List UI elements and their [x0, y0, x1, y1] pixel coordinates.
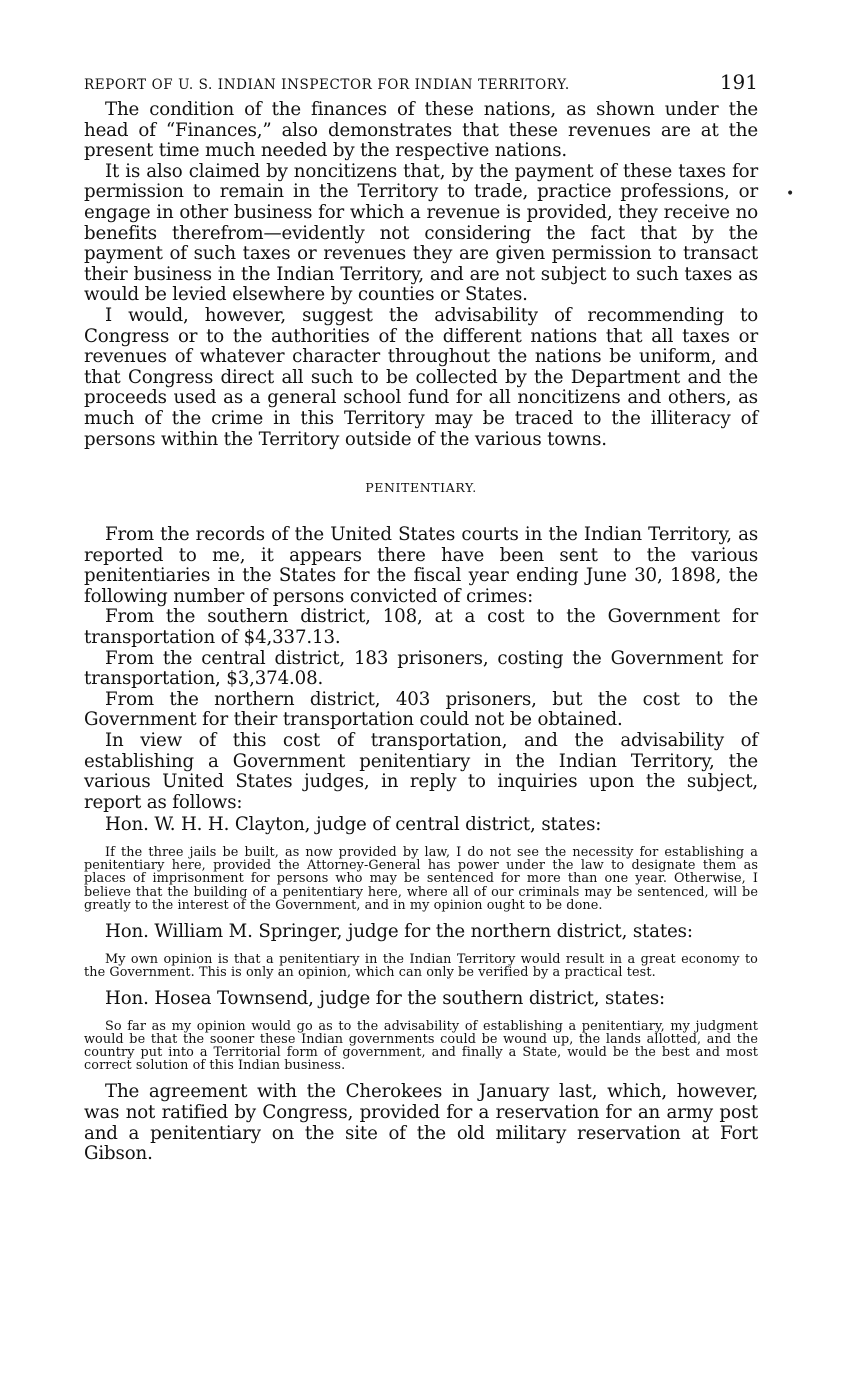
section-title-penitentiary: PENITENTIARY. [365, 480, 477, 496]
page [84, 70, 758, 1165]
penitentiary-paragraph: From the northern district, 403 prisoners, but the cost to the Government for their transportation could not be obtained. [84, 688, 758, 731]
page-number: 191 [719, 70, 758, 94]
penitentiary-paragraph: From the central district, 183 prisoners, costing the Government for transportation, $3,374.08. [84, 647, 758, 690]
townsend-quote-text: So far as my opinion would go as to the advisability of establishing a penitentiary, my judgment would be that the sooner these Indian governments could be wound up, the lands allotted, and the country put into a Territorial form of government, and finally a State, would be the best and most correct solution of this Indian business. [84, 1018, 758, 1074]
penitentiary-paragraph: In view of this cost of transportation, and the advisability of establishing a Government penitentiary in the Indian Territory, the various United States judges, in reply to inquiries upon the subject, report as follows: [84, 730, 758, 813]
springer-quote-text: My own opinion is that a penitentiary in the Indian Territory would result in a great economy to the Government. This is only an opinion, which can only be verified by a practical test. [84, 951, 758, 980]
finance-paragraph: The condition of the finances of these nations, as shown under the head of “Finances,” also demonstrates that these revenues are at the present time much needed by the respective nations. [84, 99, 758, 162]
townsend-intro: Hon. Hosea Townsend, judge for the southern district, states: [105, 988, 665, 1010]
finance-section [84, 100, 758, 450]
springer-quote [84, 953, 758, 979]
clayton-quote-text: If the three jails be built, as now provided by law, I do not see the necessity for establishing a penitentiary here, provided the Attorney-General has power under the law to designate them as places of imprisonment for persons who may be sentenced for more than one year. Otherwise, I believe that the building of a penitentiary here, where all of our criminals may be sentenced, will be greatly to the interest of the Government, and in my opinion ought to be done. [84, 845, 758, 913]
running-header [84, 70, 758, 100]
townsend-quote [84, 1020, 758, 1073]
running-title: REPORT OF U. S. INDIAN INSPECTOR FOR INDIAN TERRITORY. [84, 77, 570, 93]
finance-paragraph: It is also claimed by noncitizens that, by the payment of these taxes for permission to remain in the Territory to trade, practice professions, or engage in other business for which a revenue is provided, they receive no benefits therefrom—evidently not considering the fact that by the payment of such taxes or revenues they are given permission to transact their business in the Indian Territory, and are not subject to such taxes as would be levied elsewhere by counties or States. [84, 160, 758, 306]
penitentiary-paragraph: From the southern district, 108, at a cost to the Government for transportation of $4,337.13. [84, 606, 758, 649]
clayton-quote [84, 846, 758, 912]
clayton-intro: Hon. W. H. H. Clayton, judge of central district, states: [105, 814, 602, 836]
closing-paragraph: The agreement with the Cherokees in January last, which, however, was not ratified by Congress, provided for a reservation for an army post and a penitentiary on the site of the old military reservation at Fort Gibson. [84, 1081, 758, 1165]
margin-dot-mark: • [786, 186, 795, 202]
springer-intro: Hon. William M. Springer, judge for the northern district, states: [105, 921, 693, 943]
penitentiary-section [84, 525, 758, 836]
finance-paragraph: I would, however, suggest the advisability of recommending to Congress or to the authorities of the different nations that all taxes or revenues of whatever character throughout the nations be uniform, and that Congress direct all such to be collected by the Department and the proceeds used as a general school fund for all noncitizens and others, as much of the crime in this Territory may be traced to the illiteracy of persons within the Territory outside of the various towns. [84, 304, 758, 450]
penitentiary-paragraph: From the records of the United States courts in the Indian Territory, as reported to me, it appears there have been sent to the various penitentiaries in the States for the fiscal year ending June 30, 1898, the following number of persons convicted of crimes: [84, 524, 758, 607]
